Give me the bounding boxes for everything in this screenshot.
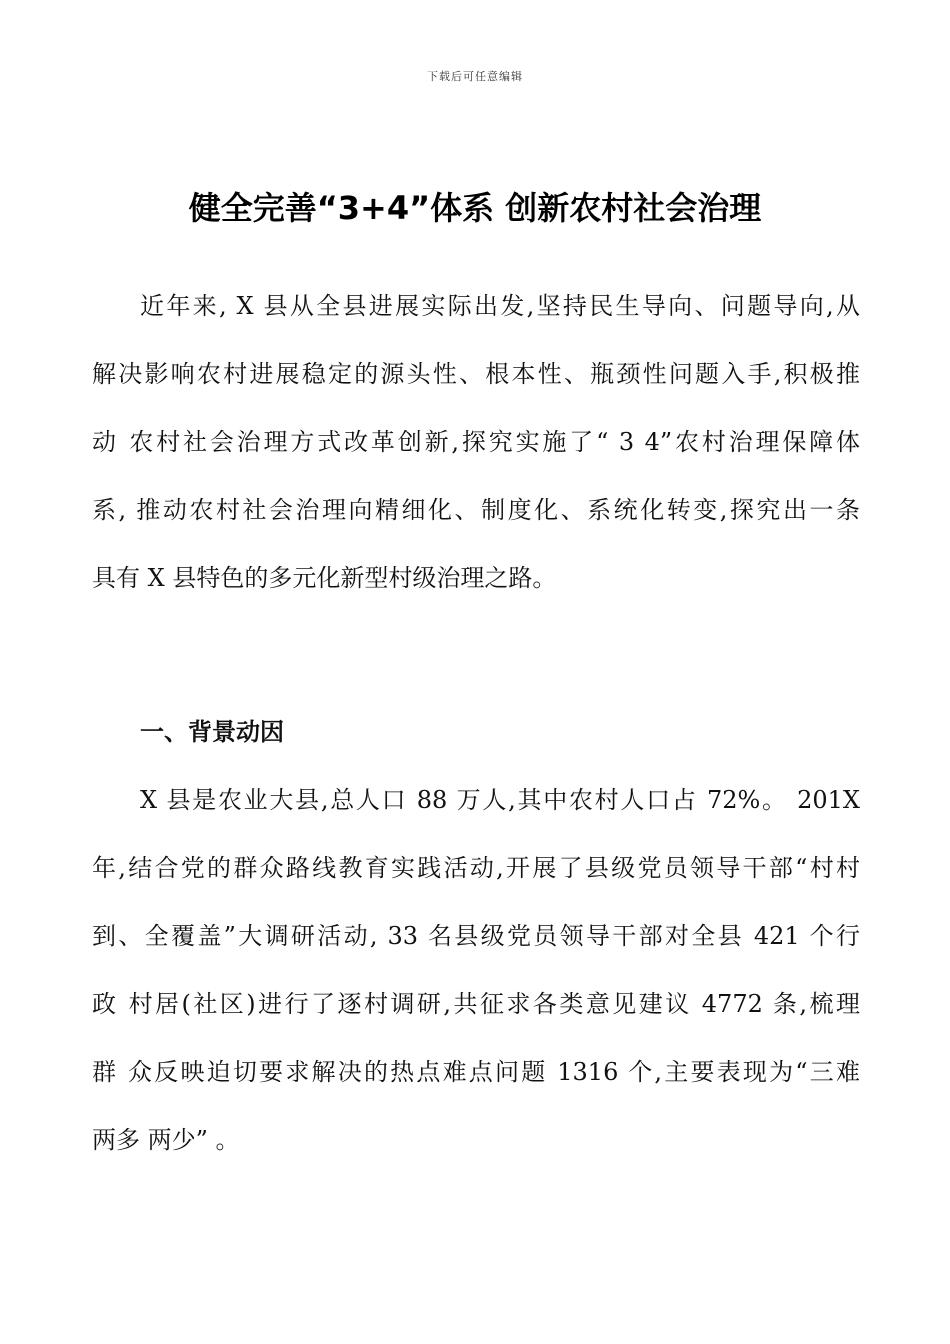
- background-paragraph: [92, 766, 860, 1174]
- paragraph-line: 年,结合党的群众路线教育实践活动,开展了县级党员领导干部“村村: [92, 854, 860, 882]
- paragraph-line: 系, 推动农村社会治理向精细化、制度化、系统化转变,探究出一条: [92, 496, 860, 524]
- intro-paragraph: [92, 272, 860, 612]
- paragraph-line: 解决影响农村进展稳定的源头性、根本性、瓶颈性问题入手,积极推: [92, 360, 860, 388]
- paragraph-line: 动 农村社会治理方式改革创新,探究实施了“ 3 4”农村治理保障体: [92, 428, 860, 456]
- paragraph-line: X 县是农业大县,总人口 88 万人,其中农村人口占 72%。 201X: [140, 786, 860, 814]
- paragraph-line: 到、全覆盖”大调研活动, 33 名县级党员领导干部对全县 421 个行: [92, 922, 860, 950]
- paragraph-line: 近年来, X 县从全县进展实际出发,坚持民生导向、问题导向,从: [140, 292, 860, 320]
- section-heading: 一、背景动因: [140, 717, 284, 746]
- paragraph-line: 两多 两少” 。: [92, 1126, 240, 1154]
- paragraph-line: 群 众反映迫切要求解决的热点难点问题 1316 个,主要表现为“三难: [92, 1058, 860, 1086]
- header-note: 下载后可任意编辑: [427, 70, 523, 83]
- document-title: 健全完善“3+4”体系 创新农村社会治理: [188, 189, 762, 227]
- paragraph-line: 政 村居(社区)进行了逐村调研,共征求各类意见建议 4772 条,梳理: [92, 990, 860, 1018]
- paragraph-line: 具有 X 县特色的多元化新型村级治理之路。: [92, 564, 557, 592]
